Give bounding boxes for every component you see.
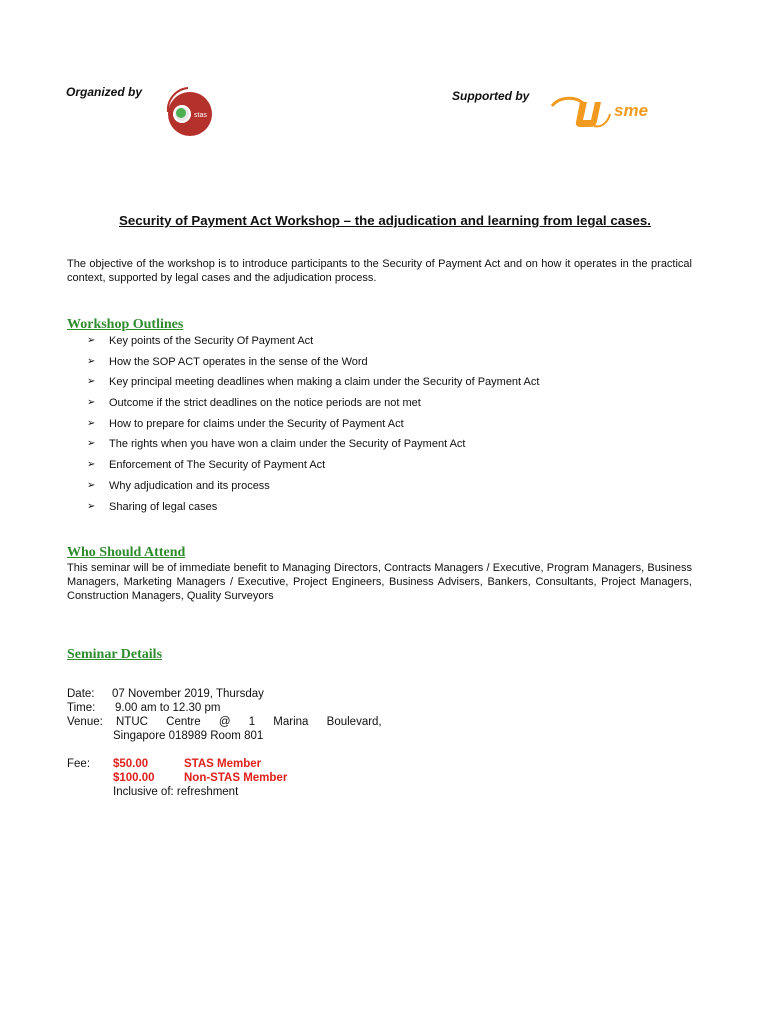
- arrow-bullet-icon: ➢: [87, 397, 96, 409]
- usme-logo-text: sme: [614, 101, 649, 120]
- venue-row-2: [67, 729, 382, 743]
- arrow-bullet-icon: ➢: [87, 459, 96, 471]
- objective-paragraph: The objective of the workshop is to introduce participants to the Security of Payment Act and on how it operates in the practical context, supported by legal cases and the adjudication process.: [67, 258, 692, 284]
- fee-stas-desc: STAS Member: [184, 758, 262, 770]
- venue-line2: Singapore 018989 Room 801: [113, 730, 264, 742]
- arrow-bullet-icon: ➢: [87, 335, 96, 346]
- supported-by-label: Supported by: [452, 89, 530, 103]
- fee-stas-amount: $50.00: [113, 758, 149, 770]
- who-should-attend-text: This seminar will be of immediate benefit to Managing Directors, Contracts Managers / Executive, Program Managers, Business Managers, Marketing Managers / Executive, Project Engineers, Business Advisers, Bankers, Consultants, Project Managers, Construction Managers, Quality Surveyors: [67, 562, 692, 602]
- date-value: 07 November 2019, Thursday: [112, 688, 264, 700]
- time-label: Time:: [67, 702, 96, 714]
- list-item: ➢ Enforcement of The Security of Payment Act: [87, 458, 539, 479]
- venue-line1: NTUC Centre @ 1 Marina Boulevard,: [116, 716, 382, 728]
- page-title: Security of Payment Act Workshop – the adjudication and learning from legal cases.: [118, 213, 651, 228]
- fee-details: [113, 757, 287, 799]
- organized-by-label: Organized by: [66, 85, 143, 99]
- list-item: ➢ Key principal meeting deadlines when making a claim under the Security of Payment Act: [87, 375, 539, 396]
- arrow-bullet-icon: ➢: [87, 479, 96, 491]
- fee-stas-member: [113, 757, 287, 771]
- arrow-bullet-icon: ➢: [87, 376, 96, 388]
- fee-non-stas-desc: Non-STAS Member: [184, 772, 288, 784]
- stas-logo: [158, 82, 216, 140]
- list-item: ➢ Sharing of legal cases: [87, 500, 539, 521]
- fee-label: Fee:: [67, 758, 91, 770]
- arrow-bullet-icon: ➢: [87, 355, 96, 367]
- workshop-outlines-list: [87, 334, 539, 520]
- fee-note: Inclusive of: refreshment: [113, 786, 239, 798]
- seminar-details: [67, 687, 382, 743]
- fee-block: [67, 757, 287, 799]
- date-label: Date:: [67, 688, 95, 700]
- time-row: [67, 701, 382, 715]
- list-item: ➢ The rights when you have won a claim under the Security of Payment Act: [87, 437, 539, 458]
- list-item: ➢ Why adjudication and its process: [87, 479, 539, 500]
- arrow-bullet-icon: ➢: [87, 500, 96, 512]
- venue-label: Venue:: [67, 716, 103, 728]
- list-item: ➢ Key points of the Security Of Payment Act: [87, 334, 539, 355]
- venue-row: [67, 715, 382, 729]
- seminar-details-heading: Seminar Details: [67, 647, 163, 662]
- who-should-attend-heading: Who Should Attend: [67, 545, 186, 560]
- list-item: ➢ Outcome if the strict deadlines on the notice periods are not met: [87, 396, 539, 417]
- usme-logo: [550, 92, 660, 132]
- date-row: [67, 687, 382, 701]
- arrow-bullet-icon: ➢: [87, 438, 96, 450]
- list-item: ➢ How to prepare for claims under the Security of Payment Act: [87, 417, 539, 438]
- time-value: 9.00 am to 12.30 pm: [115, 702, 221, 714]
- arrow-bullet-icon: ➢: [87, 417, 96, 429]
- list-item: ➢ How the SOP ACT operates in the sense of the Word: [87, 355, 539, 376]
- fee-non-stas-amount: $100.00: [113, 772, 155, 784]
- fee-non-stas-member: [113, 771, 287, 785]
- stas-logo-text: stas: [194, 112, 207, 119]
- workshop-outlines-heading: Workshop Outlines: [67, 317, 184, 332]
